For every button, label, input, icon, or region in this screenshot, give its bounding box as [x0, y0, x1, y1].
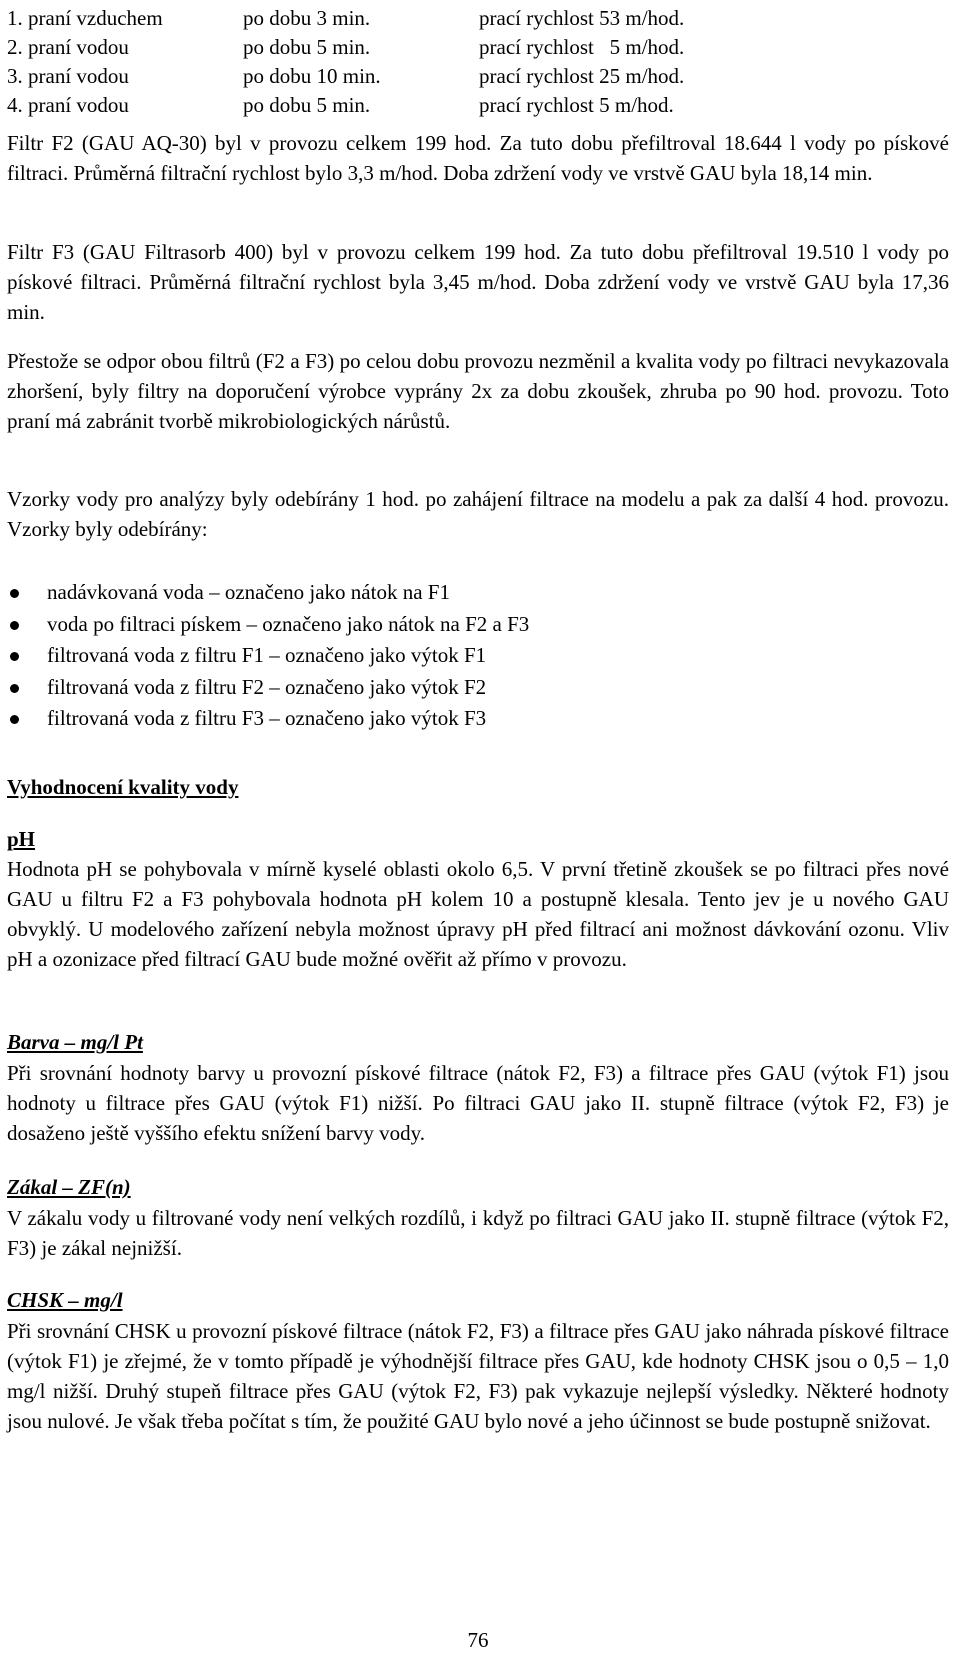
sample-label: filtrovaná voda z filtru F2 – označeno jako výtok F2	[47, 674, 487, 699]
bullet-icon	[10, 589, 19, 598]
wash-step-name: 3. praní vodou	[7, 64, 129, 88]
list-item	[7, 703, 949, 735]
wash-step-name: 4. praní vodou	[7, 93, 129, 117]
filter-f3-paragraph: Filtr F3 (GAU Filtrasorb 400) byl v provozu celkem 199 hod. Za tuto dobu přefiltroval 19.510 l vody po pískové filtraci. Průměrná filtrační rychlost byla 3,45 m/hod. Doba zdržení vody ve vrstvě GAU byla 17,36 min.	[7, 240, 949, 324]
wash-step-row	[7, 4, 727, 33]
filter-f2-paragraph: Filtr F2 (GAU AQ-30) byl v provozu celkem 199 hod. Za tuto dobu přefiltroval 18.644 l vody po pískové filtraci. Průměrná filtrační rychlost bylo 3,3 m/hod. Doba zdržení vody ve vrstvě GAU byla 18,14 min.	[7, 131, 949, 185]
bullet-icon	[10, 715, 19, 724]
wash-step-speed: prací rychlost 5 m/hod.	[479, 93, 674, 117]
wash-step-duration: po dobu 3 min.	[243, 6, 371, 30]
wash-step-name: 2. praní vodou	[7, 35, 129, 59]
chsk-paragraph: Při srovnání CHSK u provozní pískové filtrace (nátok F2, F3) a filtrace přes GAU jako náhrada pískové filtrace (výtok F1) je zřejmé, že v tomto případě je výhodnější filtrace přes GAU, kde hodnoty CHSK jsou o 0,5 – 1,0 mg/l nižší. Druhý stupeň filtrace přes GAU (výtok F2, F3) pak vykazuje nejlepší výsledky. Některé hodnoty jsou nulové. Je však třeba počítat s tím, že použité GAU bylo nové a jeho účinnost se bude postupně snižovat.	[7, 1319, 949, 1433]
zakal-heading: Zákal – ZF(n)	[7, 1175, 131, 1199]
sample-label: filtrovaná voda z filtru F1 – označeno jako výtok F1	[47, 643, 487, 667]
wash-step-row	[7, 62, 727, 91]
wash-step-duration: po dobu 5 min.	[243, 35, 371, 59]
wash-step-duration: po dobu 5 min.	[243, 93, 371, 117]
list-item	[7, 672, 949, 704]
barva-heading: Barva – mg/l Pt	[7, 1030, 143, 1054]
section-title: Vyhodnocení kvality vody	[7, 775, 239, 799]
chsk-heading: CHSK – mg/l	[7, 1288, 123, 1312]
wash-steps-list	[7, 4, 727, 120]
sample-label: nadávkovaná voda – označeno jako nátok na F1	[47, 580, 450, 604]
samples-list	[7, 577, 949, 735]
page-number: 76	[467, 1628, 489, 1652]
zakal-paragraph: V zákalu vody u filtrované vody není velkých rozdílů, i když po filtraci GAU jako II. stupně filtrace (výtok F2, F3) je zákal nejnižší.	[7, 1206, 949, 1260]
sample-label: voda po filtraci pískem – označeno jako nátok na F2 a F3	[47, 611, 530, 636]
wash-step-row	[7, 91, 727, 120]
ph-heading: pH	[7, 827, 36, 851]
bullet-icon	[10, 621, 19, 630]
wash-step-name: 1. praní vzduchem	[7, 6, 163, 30]
wash-step-speed: prací rychlost 25 m/hod.	[479, 64, 685, 88]
list-item	[7, 640, 949, 672]
bullet-icon	[10, 652, 19, 661]
wash-step-speed: prací rychlost 5 m/hod.	[479, 35, 685, 59]
wash-step-duration: po dobu 10 min.	[243, 64, 381, 88]
sample-label: filtrovaná voda z filtru F3 – označeno jako výtok F3	[47, 706, 487, 730]
list-item	[7, 577, 949, 609]
wash-step-row	[7, 33, 727, 62]
ph-paragraph: Hodnota pH se pohybovala v mírně kyselé oblasti okolo 6,5. V první třetině zkoušek se po filtraci přes nové GAU u filtru F2 a F3 pohybovala hodnota pH kolem 10 a postupně klesala. Tento jev je u nového GAU obvyklý. U modelového zařízení nebyla možnost úpravy pH před filtrací ani možnost dávkování ozonu. Vliv pH a ozonizace před filtrací GAU bude možné ověřit až přímo v provozu.	[7, 857, 949, 971]
list-item	[7, 609, 949, 641]
samples-intro-paragraph: Vzorky vody pro analýzy byly odebírány 1 hod. po zahájení filtrace na modelu a pak za další 4 hod. provozu. Vzorky byly odebírány:	[7, 487, 949, 541]
wash-step-speed: prací rychlost 53 m/hod.	[479, 6, 685, 30]
washing-note-paragraph: Přestože se odpor obou filtrů (F2 a F3) po celou dobu provozu nezměnil a kvalita vody po filtraci nevykazovala zhoršení, byly filtry na doporučení výrobce vyprány 2x za dobu zkoušek, zhruba po 90 hod. provozu. Toto praní má zabránit tvorbě mikrobiologických nárůstů.	[7, 349, 949, 433]
barva-paragraph: Při srovnání hodnoty barvy u provozní pískové filtrace (nátok F2, F3) a filtrace přes GAU (výtok F1) jsou hodnoty u filtrace přes GAU (výtok F1) nižší. Po filtraci GAU jako II. stupně filtrace (výtok F2, F3) je dosaženo ještě vyššího efektu snížení barvy vody.	[7, 1061, 949, 1145]
bullet-icon	[10, 684, 19, 693]
